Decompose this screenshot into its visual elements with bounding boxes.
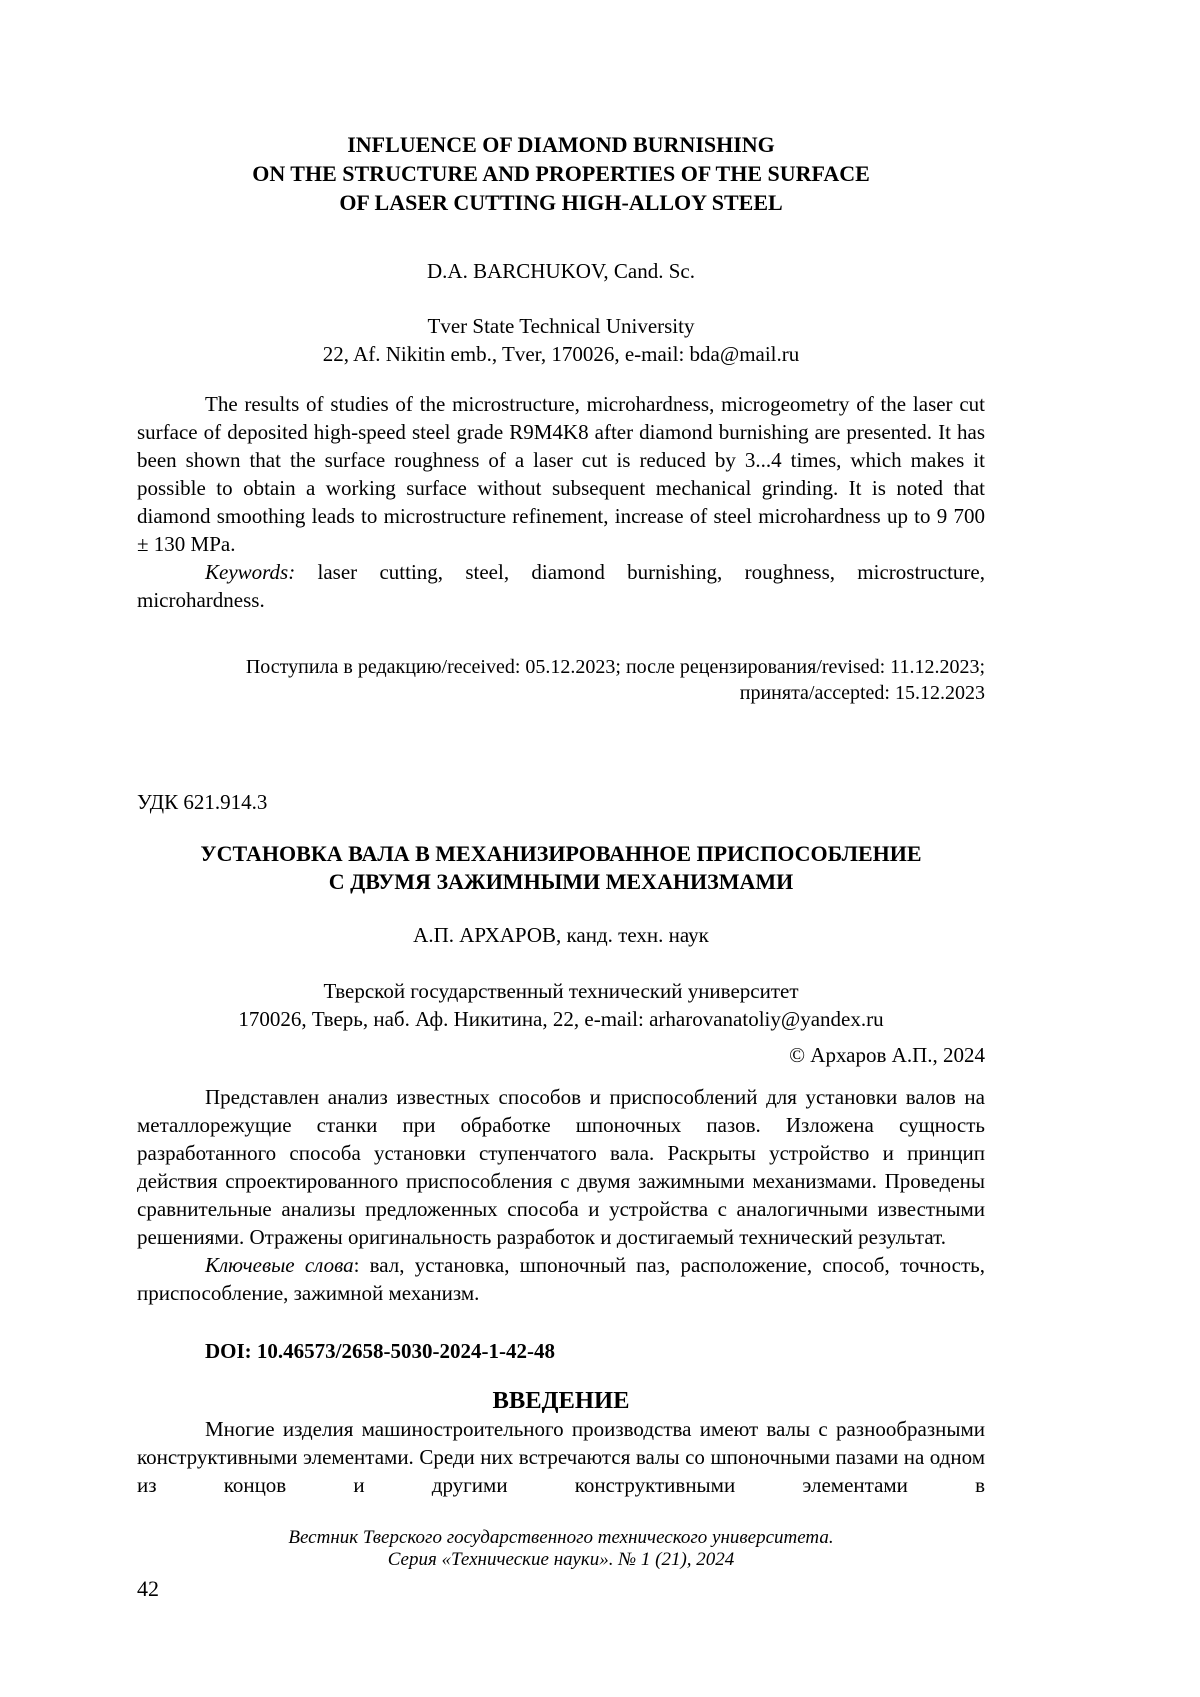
russian-title-line-2: С ДВУМЯ ЗАЖИМНЫМИ МЕХАНИЗМАМИ xyxy=(328,869,794,894)
received-line-1: Поступила в редакцию/received: 05.12.2023; после рецензирования/revised: 11.12.2023; xyxy=(245,656,985,678)
english-keywords-label: Keywords: xyxy=(205,560,296,584)
page-number: 42 xyxy=(137,1576,159,1601)
russian-keywords-paragraph xyxy=(137,1251,985,1307)
udc-code: УДК 621.914.3 xyxy=(137,790,268,814)
received-line-2: принята/accepted: 15.12.2023 xyxy=(739,682,985,704)
russian-abstract-block xyxy=(137,1083,985,1307)
introduction-paragraph: Многие изделия машиностроительного производства имеют валы с разнообразными конструктивными элементами. Среди них встречаются валы со шпоночными пазами на одном из концов и другими конструктивными элементами в xyxy=(137,1417,985,1497)
journal-footer-line-1: Вестник Тверского государственного технического университета. xyxy=(288,1527,834,1548)
english-affiliation-line-2: 22, Af. Nikitin emb., Tver, 170026, e-mail: bda@mail.ru xyxy=(322,342,800,366)
page-content xyxy=(0,130,1200,1603)
english-affiliation-line-1: Tver State Technical University xyxy=(427,314,695,338)
english-keywords-text: laser cutting, steel, diamond burnishing, roughness, microstructure, microhardness. xyxy=(137,560,985,612)
doi: DOI: 10.46573/2658-5030-2024-1-42-48 xyxy=(205,1339,555,1363)
russian-affiliation-line-2: 170026, Тверь, наб. Аф. Никитина, 22, e-mail: arharovanatoliy@yandex.ru xyxy=(238,1007,884,1031)
english-abstract-block xyxy=(137,390,985,614)
english-title-line-2: ON THE STRUCTURE AND PROPERTIES OF THE SURFACE xyxy=(252,161,870,186)
russian-affiliation-line-1: Тверской государственный технический университет xyxy=(323,979,799,1003)
english-title-line-3: OF LASER CUTTING HIGH-ALLOY STEEL xyxy=(339,190,783,215)
english-keywords-paragraph xyxy=(137,558,985,614)
russian-keywords-label: Ключевые слова xyxy=(205,1253,354,1277)
english-author: D.A. BARCHUKOV, Cand. Sc. xyxy=(427,259,695,283)
russian-article-title xyxy=(137,840,985,896)
english-article-title xyxy=(137,130,985,217)
russian-author: А.П. АРХАРОВ, канд. техн. наук xyxy=(413,923,709,947)
received-revised-accepted xyxy=(137,654,985,706)
journal-footer-line-2: Серия «Технические науки». № 1 (21), 2024 xyxy=(387,1549,735,1570)
english-abstract: The results of studies of the microstructure, microhardness, microgeometry of the laser cut surface of deposited high-speed steel grade R9M4K8 after diamond burnishing are presented. It has been shown that the surface roughness of a laser cut is reduced by 3...4 times, which makes it possible to obtain a working surface without subsequent mechanical grinding. It is noted that diamond smoothing leads to microstructure refinement, increase of steel microhardness up to 9 700 ± 130 MPa. xyxy=(137,392,985,556)
russian-affiliation xyxy=(137,977,985,1033)
journal-footer xyxy=(137,1527,985,1571)
english-affiliation xyxy=(137,312,985,368)
introduction-heading: ВВЕДЕНИЕ xyxy=(492,1387,630,1414)
russian-abstract: Представлен анализ известных способов и приспособлений для установки валов на металлорежущие станки при обработке шпоночных пазов. Изложена сущность разработанного способа установки ступенчатого вала. Раскрыты устройство и принцип действия спроектированного приспособления с двумя зажимными механизмами. Проведены сравнительные анализы предложенных способа и устройства с аналогичными известными решениями. Отражены оригинальность разработок и достигаемый технический результат. xyxy=(137,1085,985,1249)
english-title-line-1: INFLUENCE OF DIAMOND BURNISHING xyxy=(347,132,775,157)
copyright-notice: © Архаров А.П., 2024 xyxy=(789,1043,985,1067)
russian-keywords-text: : вал, установка, шпоночный паз, расположение, способ, точность, приспособление, зажимной механизм. xyxy=(137,1253,985,1305)
russian-title-line-1: УСТАНОВКА ВАЛА В МЕХАНИЗИРОВАННОЕ ПРИСПОСОБЛЕНИЕ xyxy=(200,841,922,866)
